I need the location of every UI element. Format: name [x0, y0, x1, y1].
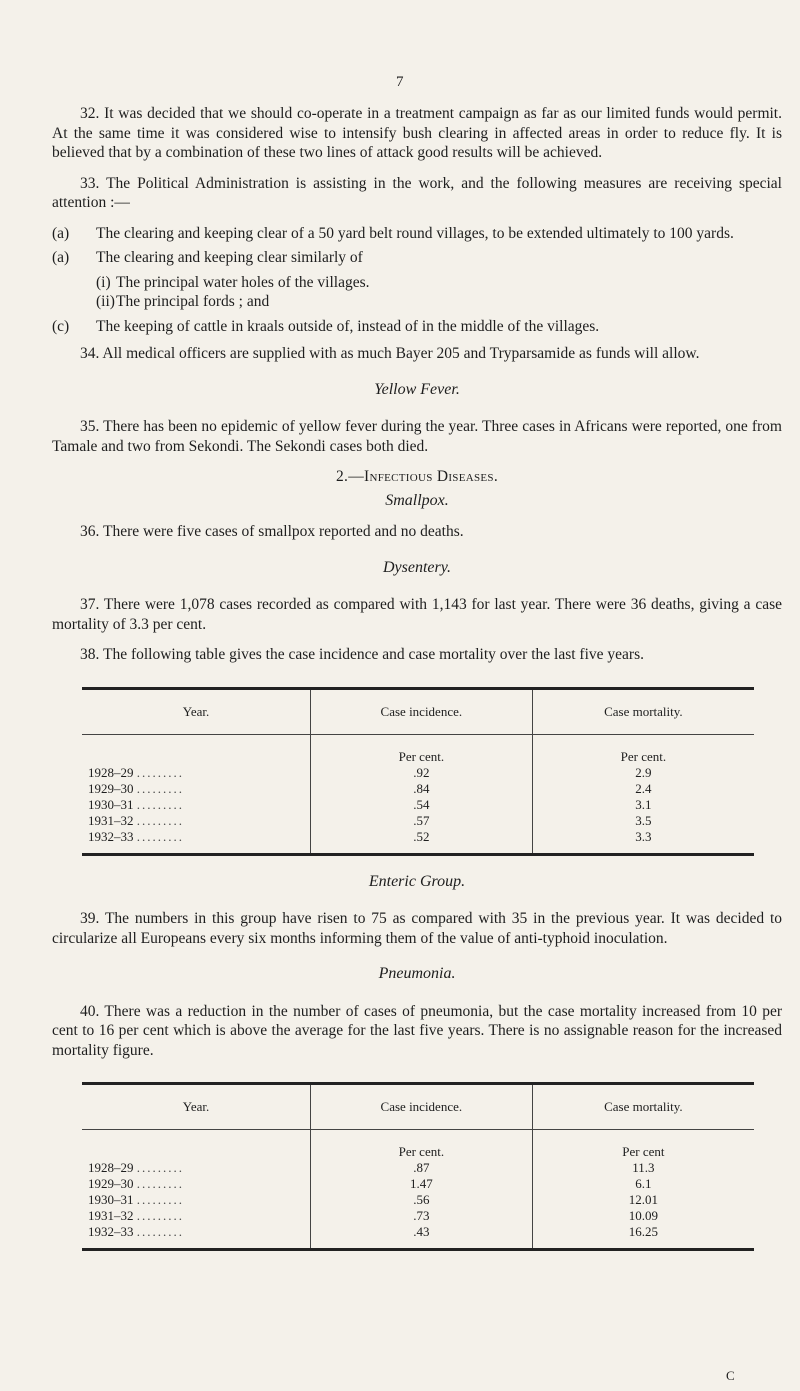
paragraph-35: 35. There has been no epidemic of yellow fever during the year. Three cases in Africans were reported, one from Tamale and two from Sekondi. The Sekondi cases both died.: [52, 418, 782, 455]
pneumonia-table: [82, 1082, 754, 1251]
paragraph-32: 32. It was decided that we should co-operate in a treatment campaign as far as our limited funds would permit. At the same time it was considered wise to intensify bush clearing in affected areas in order to reduce fly. It is believed that by a combination of these two lines of attack good results will be achieved.: [52, 105, 782, 161]
mortality-cell: 2.4: [635, 780, 652, 796]
table-header-row: [82, 1084, 754, 1130]
dysentery-table: [82, 687, 754, 856]
mortality-cell: 12.01: [628, 1192, 658, 1207]
unit-label: Per cent.: [398, 748, 445, 764]
paragraph-37: 37. There were 1,078 cases recorded as compared with 1,143 for last year. There were 36 deaths, giving a case mortality of 3.3 per cent.: [52, 596, 782, 633]
sub-measure-item: [52, 292, 782, 312]
sub-measure-marker: (ii): [96, 293, 115, 310]
measures-list: [52, 224, 782, 337]
unit-label: Per cent.: [398, 1144, 445, 1159]
table-body-row: [82, 734, 754, 854]
measure-marker: (a): [52, 224, 70, 242]
year-cell: 1929–30: [88, 1176, 134, 1191]
mortality-column: [532, 734, 754, 854]
mortality-cell: 3.1: [635, 796, 652, 812]
year-cell: 1932–33: [88, 1224, 134, 1239]
paragraph-34: 34. All medical officers are supplied with as much Bayer 205 and Tryparsamide as funds will allow.: [80, 345, 700, 362]
column-header-incidence: Case incidence.: [310, 1084, 532, 1130]
mortality-cell: 2.9: [635, 764, 652, 780]
page-number: 7: [396, 74, 404, 90]
paragraph-40: 40. There was a reduction in the number of cases of pneumonia, but the case mortality increased from 10 per cent to 16 per cent which is above the average for the last five years. There is no assignable reason for the increased mortality figure.: [52, 1002, 782, 1059]
unit-label: Per cent.: [620, 748, 667, 764]
section-title: Infectious Diseases.: [364, 468, 499, 485]
incidence-cell: .52: [413, 828, 430, 844]
mortality-cell: 6.1: [635, 1176, 652, 1191]
body-text: [52, 104, 782, 1265]
heading-smallpox: Smallpox.: [385, 491, 449, 509]
year-cell: 1929–30: [88, 780, 134, 796]
mortality-cell: 11.3: [632, 1160, 655, 1175]
sub-measure-marker: (i): [96, 273, 111, 291]
incidence-cell: .84: [413, 780, 430, 796]
mortality-column: [532, 1130, 754, 1250]
paragraph-38: 38. The following table gives the case incidence and case mortality over the last five years.: [80, 646, 644, 663]
measure-item: [52, 248, 782, 268]
heading-yellow-fever: Yellow Fever.: [374, 380, 460, 398]
sub-measure-text: The principal fords ; and: [116, 293, 270, 310]
incidence-cell: 1.47: [409, 1176, 433, 1191]
incidence-cell: .73: [413, 1208, 430, 1223]
measure-text: The keeping of cattle in kraals outside of, instead of in the middle of the villages.: [96, 317, 600, 335]
unit-label: Per cent: [622, 1144, 665, 1159]
incidence-cell: .54: [413, 796, 430, 812]
incidence-column: [310, 1130, 532, 1250]
year-cell: 1932–33: [88, 828, 134, 844]
column-header-year: Year.: [82, 688, 310, 734]
year-cell: 1931–32: [88, 1208, 134, 1223]
table-body-row: [82, 1130, 754, 1250]
section-heading: [52, 467, 782, 487]
year-cell: 1928–29: [88, 1160, 134, 1175]
year-cell: 1931–32: [88, 812, 134, 828]
sub-measure-item: [52, 273, 782, 293]
measure-text: The clearing and keeping clear similarly of: [96, 249, 363, 266]
column-header-year: Year.: [82, 1084, 310, 1130]
year-column: 1928–29 ......... 1929–30 ......... 1930–31 ......... 1931–32 ......... 1932–33 .........: [82, 1130, 310, 1250]
mortality-cell: 3.3: [635, 828, 652, 844]
heading-enteric: Enteric Group.: [368, 872, 466, 890]
measure-item: [52, 317, 782, 337]
mortality-cell: 10.09: [628, 1208, 658, 1223]
year-cell: 1930–31: [88, 796, 134, 812]
paragraph-36: 36. There were five cases of smallpox reported and no deaths.: [80, 523, 464, 540]
incidence-column: [310, 734, 532, 854]
paragraph-39: 39. The numbers in this group have risen to 75 as compared with 35 in the previous year. It was decided to circularize all Europeans every six months informing them of the value of anti-typhoid inoculation.: [52, 910, 782, 947]
incidence-cell: .56: [413, 1192, 430, 1207]
paragraph-33: 33. The Political Administration is assisting in the work, and the following measures are receiving special attention :—: [52, 174, 782, 211]
sub-measure-text: The principal water holes of the villages.: [116, 273, 370, 291]
measure-marker: (a): [52, 249, 70, 266]
measure-item: [52, 224, 782, 244]
mortality-cell: 16.25: [628, 1224, 658, 1239]
heading-dysentery: Dysentery.: [383, 558, 451, 576]
incidence-cell: .87: [413, 1160, 430, 1175]
year-column: 1928–29 ......... 1929–30 ......... 1930–31 ......... 1931–32 ......... 1932–33 .........: [82, 734, 310, 854]
incidence-cell: .92: [413, 764, 430, 780]
heading-pneumonia: Pneumonia.: [378, 965, 456, 982]
table-header-row: [82, 688, 754, 734]
column-header-mortality: Case mortality.: [532, 1084, 754, 1130]
signature-mark: C: [726, 1368, 735, 1383]
mortality-cell: 3.5: [635, 812, 652, 828]
year-cell: 1928–29: [88, 764, 134, 780]
incidence-cell: .57: [413, 812, 430, 828]
column-header-mortality: Case mortality.: [532, 688, 754, 734]
incidence-cell: .43: [413, 1224, 430, 1239]
section-number: 2.—: [335, 468, 364, 485]
measure-marker: (c): [52, 317, 70, 335]
year-cell: 1930–31: [88, 1192, 134, 1207]
measure-text: The clearing and keeping clear of a 50 yard belt round villages, to be extended ultimately to 100 yards.: [96, 224, 734, 242]
column-header-incidence: Case incidence.: [310, 688, 532, 734]
